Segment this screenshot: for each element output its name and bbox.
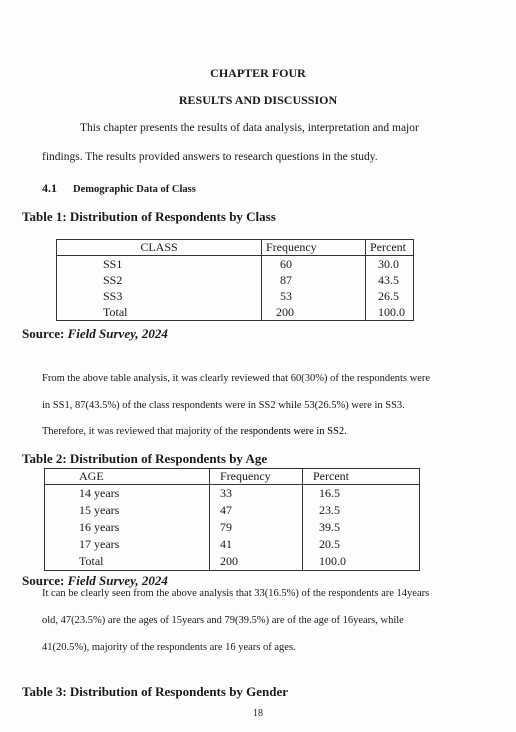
table-cell: 43.5 <box>366 272 414 288</box>
page-number: 18 <box>253 708 263 719</box>
table-header-cell: AGE <box>45 469 210 485</box>
section-number: 4.1 <box>42 181 57 195</box>
table-cell: Total <box>103 305 128 319</box>
table-cell: 16 years <box>79 520 120 534</box>
table-cell: SS2 <box>103 273 123 287</box>
table-cell: 41 <box>210 536 303 553</box>
table-row <box>45 519 420 536</box>
section-title: Demographic Data of Class <box>73 184 196 195</box>
table-header-cell: Frequency <box>210 469 303 485</box>
intro-line-1: This chapter presents the results of data analysis, interpretation and major <box>80 122 419 134</box>
chapter-label: CHAPTER FOUR <box>210 66 306 80</box>
table-cell: 200 <box>210 553 303 571</box>
table-cell: 60 <box>262 256 366 273</box>
table-row <box>57 272 414 288</box>
table-header-cell: CLASS <box>57 240 262 256</box>
table-cell: 100.0 <box>366 304 414 321</box>
table-cell: 20.5 <box>303 536 420 553</box>
table1-title: Table 1: Distribution of Respondents by Class <box>22 209 276 224</box>
table-cell: 17 years <box>79 537 120 551</box>
table-cell: 39.5 <box>303 519 420 536</box>
para3-line-2: old, 47(23.5%) are the ages of 15years and 79(39.5%) are of the age of 16years, while <box>42 615 404 626</box>
table2-source <box>22 573 168 589</box>
table-row <box>57 256 414 273</box>
para3-line-1: It can be clearly seen from the above analysis that 33(16.5%) of the respondents are 14years <box>42 588 430 599</box>
table-cell: 100.0 <box>303 553 420 571</box>
para2-line-3-end: respondents were in SS2. <box>240 426 347 437</box>
table-cell: 79 <box>210 519 303 536</box>
source-label: Source: <box>22 326 65 341</box>
table-cell: 26.5 <box>366 288 414 304</box>
table-cell: 200 <box>262 304 366 321</box>
table-row <box>45 485 420 503</box>
source-value: Field Survey, 2024 <box>67 326 168 341</box>
table-cell: SS3 <box>103 289 123 303</box>
table-header-cell: Percent <box>366 240 414 256</box>
table-cell: 53 <box>262 288 366 304</box>
chapter-heading: RESULTS AND DISCUSSION <box>178 93 338 107</box>
table-cell: 14 years <box>79 486 120 500</box>
table-cell: 30.0 <box>366 256 414 273</box>
table-header-cell: Frequency <box>262 240 366 256</box>
table-row <box>45 502 420 519</box>
para3-line-3: 41(20.5%), majority of the respondents are 16 years of ages. <box>42 642 296 653</box>
para2-line-2: in SS1, 87(43.5%) of the class respondents were in SS2 while 53(26.5%) were in SS3. <box>42 400 405 411</box>
table-cell: Total <box>79 554 104 568</box>
table-header-row <box>57 240 414 256</box>
table1-source <box>22 326 168 342</box>
table-row <box>57 288 414 304</box>
table-header-row <box>45 469 420 485</box>
intro-line-2: findings. The results provided answers to research questions in the study. <box>42 151 378 163</box>
table-row <box>45 553 420 571</box>
table3-title: Table 3: Distribution of Respondents by Gender <box>22 684 289 699</box>
para2-line-1: From the above table analysis, it was clearly reviewed that 60(30%) of the respondents were <box>42 373 431 384</box>
table-row <box>57 304 414 321</box>
para2-line-3 <box>42 426 347 437</box>
table-cell: 23.5 <box>303 502 420 519</box>
table-header-cell: Percent <box>303 469 420 485</box>
table-cell: SS1 <box>103 257 123 271</box>
table2-title: Table 2: Distribution of Respondents by Age <box>22 451 268 466</box>
para2-line-3-start: Therefore, it was reviewed that majority of the <box>42 426 241 437</box>
section-heading <box>42 179 196 197</box>
age-distribution-table <box>44 468 420 571</box>
table-cell: 33 <box>210 485 303 503</box>
table-cell: 87 <box>262 272 366 288</box>
source-label: Source: <box>22 573 65 588</box>
table-cell: 16.5 <box>303 485 420 503</box>
table-cell: 15 years <box>79 503 120 517</box>
table-row <box>45 536 420 553</box>
source-value: Field Survey, 2024 <box>67 573 168 588</box>
class-distribution-table <box>56 239 414 321</box>
table-cell: 47 <box>210 502 303 519</box>
